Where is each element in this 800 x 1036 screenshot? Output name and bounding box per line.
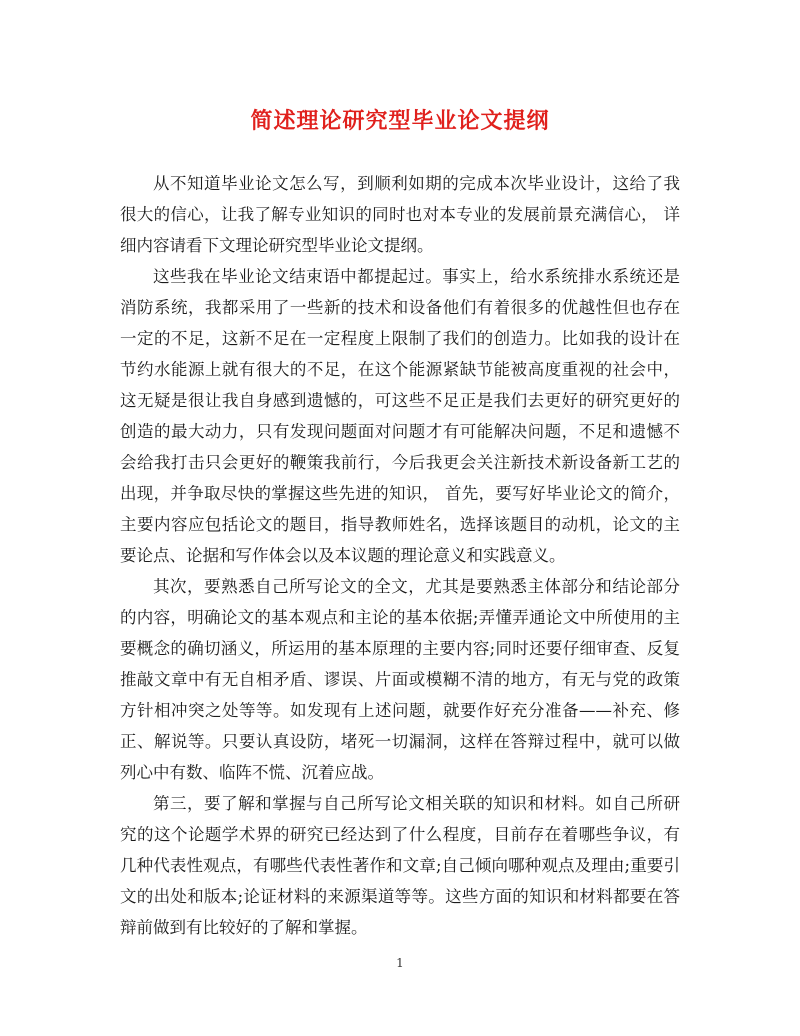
paragraph-conclusion-reflection: 这些我在毕业论文结束语中都提起过。事实上，给水系统排水系统还是消防系统，我都采用了一些新的技术和设备他们有着很多的优越性但也存在一定的不足，这新不足在一定程度上限制了我们的创造力。比如我的设计在节约水能源上就有很大的不足，在这个能源紧缺节能被高度重视的社会中，这无疑是很让我自身感到遗憾的，可这些不足正是我们去更好的研究更好的创造的最大动力，只有发现问题面对问题才有可能解决问题，不足和遗憾不会给我打击只会更好的鞭策我前行，今后我更会关注新技术新设备新工艺的出现，并争取尽快的掌握这些先进的知识， 首先，要写好毕业论文的简介，主要内容应包括论文的题目，指导教师姓名，选择该题目的动机，论文的主要论点、论据和写作体会以及本议题的理论意义和实践意义。 xyxy=(120,267,680,565)
document-body xyxy=(120,168,680,943)
paragraph-third-point: 第三，要了解和掌握与自己所写论文相关联的知识和材料。如自己所研究的这个论题学术界的研究已经达到了什么程度，目前存在着哪些争议，有几种代表性观点，有哪些代表性著作和文章;自己倾向哪种观点及理由;重要引文的出处和版本;论证材料的来源渠道等等。这些方面的知识和材料都要在答辩前做到有比较好的了解和掌握。 xyxy=(120,794,680,937)
paragraph-second-point: 其次，要熟悉自己所写论文的全文，尤其是要熟悉主体部分和结论部分的内容，明确论文的基本观点和主论的基本依据;弄懂弄通论文中所使用的主要概念的确切涵义，所运用的基本原理的主要内容;同时还要仔细审查、反复推敲文章中有无自相矛盾、谬误、片面或模糊不清的地方，有无与党的政策方针相冲突之处等等。如发现有上述问题，就要作好充分准备——补充、修正、解说等。只要认真设防，堵死一切漏洞，这样在答辩过程中，就可以做列心中有数、临阵不慌、沉着应战。 xyxy=(120,577,680,782)
page-number: 1 xyxy=(396,956,404,970)
paragraph-intro: 从不知道毕业论文怎么写，到顺利如期的完成本次毕业设计，这给了我很大的信心，让我了解专业知识的同时也对本专业的发展前景充满信心， 详细内容请看下文理论研究型毕业论文提纲。 xyxy=(120,174,680,255)
page-title: 简述理论研究型毕业论文提纲 xyxy=(250,108,550,134)
